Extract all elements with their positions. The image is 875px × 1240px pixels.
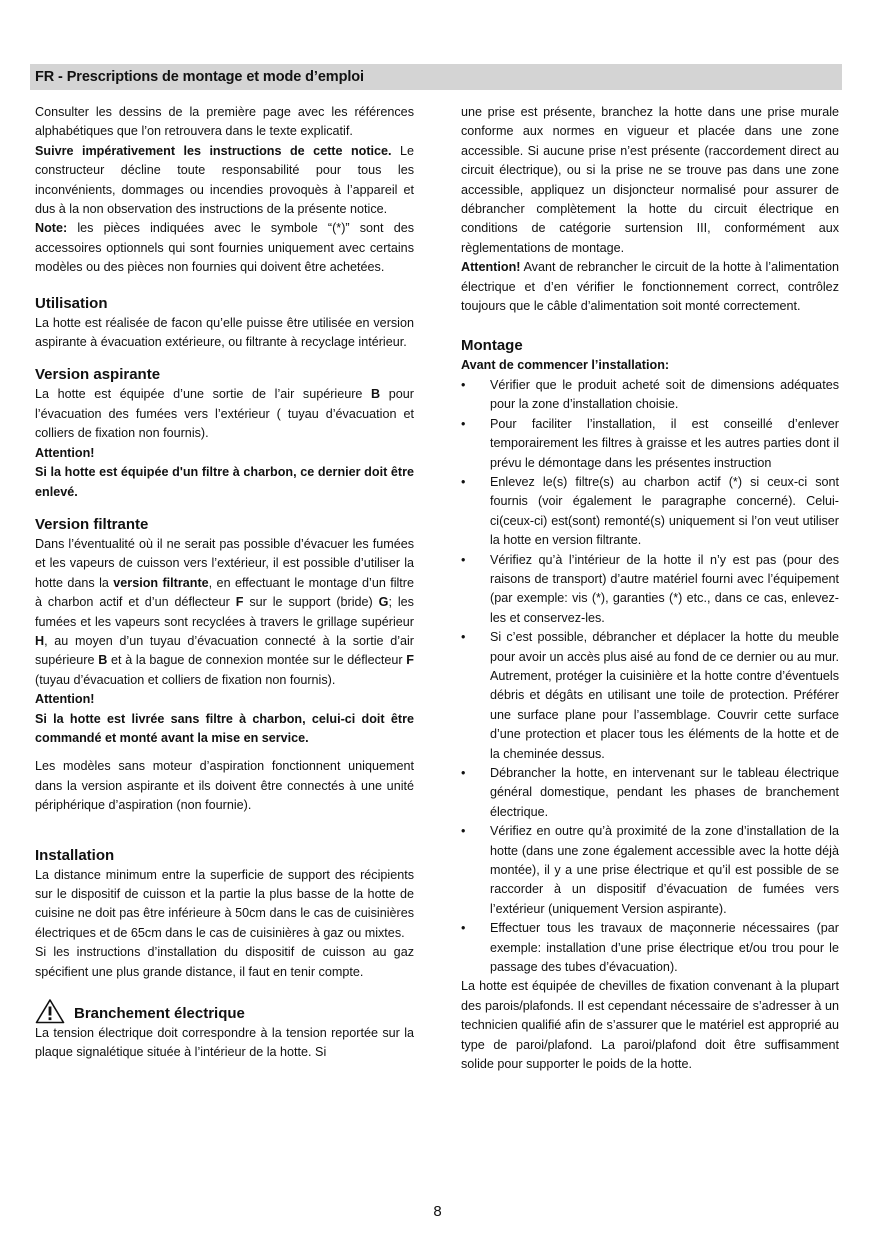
text-emphasis: version filtrante [113, 575, 209, 590]
note-label: Note: [35, 221, 68, 236]
ref-letter: F [235, 595, 244, 610]
filter-order-warning: Si la hotte est livrée sans filtre à charbon, celui-ci doit être commandé et monté avant la mise en service. [35, 711, 414, 745]
models-without-motor-text: Les modèles sans moteur d’aspiration fonctionnent uniquement dans la version aspirante et ils doivent être connectés à une unité périphérique d’aspiration (non fournie). [35, 759, 414, 813]
utilisation-text: La hotte est réalisée de facon qu’elle puisse être utilisée en version aspirante à évacuation extérieure, ou filtrante à recyclage intérieur. [35, 315, 414, 350]
branchement-text-start: La tension électrique doit correspondre à la tension reportée sur la plaque signalétique située à l’intérieur de la hotte. Si [35, 1026, 414, 1060]
version-aspirante-heading: Version aspirante [35, 366, 161, 384]
reconnect-attention-paragraph [461, 258, 839, 316]
reconnect-attention-text: Avant de rebrancher le circuit de la hotte à l’alimentation électrique et d’en vérifier le fonctionnement correct, contrôlez toujours que le câble d’alimentation soit monté correctement. [461, 260, 839, 314]
installation-heading: Installation [35, 846, 115, 864]
branchement-heading-row [35, 998, 414, 1024]
attention-label: Attention! [35, 445, 95, 460]
text-run: ; les fumées et les vapeurs sont recyclées à travers le grillage supérieur [35, 595, 414, 629]
charcoal-filter-warning: Si la hotte est équipée d'un filtre à charbon, ce dernier doit être enlevé. [35, 465, 414, 499]
ref-letter: F [406, 653, 414, 668]
ref-letter: B [371, 387, 381, 402]
note-text: les pièces indiquées avec le symbole “(*)” sont des accessoires optionnels qui sont fournies uniquement avec certains modèles ou des pièces non fournies qui doivent être achetées. [35, 221, 414, 275]
ref-letter: G [378, 595, 389, 610]
page-number: 8 [433, 1203, 442, 1220]
utilisation-heading: Utilisation [35, 294, 108, 312]
version-filtrante-text [35, 535, 414, 690]
montage-heading: Montage [461, 337, 523, 355]
montage-checklist [461, 376, 839, 978]
attention-label: Attention! [461, 260, 521, 275]
list-item: • Si c’est possible, débrancher et déplacer la hotte du meuble pour avoir un accès plus aisé au fond de ce dernier ou au mur. Autrement, protéger la cuisinière et la hotte contre d’éventuels débris et dégâts en utilisant une toile de protection. Préférer une surface plane pour l’assemblage. Couvrir cette surface d’une protection et placer tous les éléments de la hotte et de la cheminée dessus. [461, 628, 839, 764]
right-column [461, 103, 839, 1075]
instructions-emphasis: Suivre impérativement les instructions de cette notice. [35, 143, 392, 158]
text-run: Dans l’éventualité où il ne serait pas possible d’évacuer les fumées et les vapeurs de cuisson vers l’extérieur, il est possible d’utiliser la hotte dans la [35, 536, 414, 590]
attention-label: Attention! [35, 692, 95, 707]
list-item: • Vérifiez en outre qu’à proximité de la zone d’installation de la hotte (dans une zone également accessible avec la hotte déjà montée), il y a une prise électrique et qu’il est possible de se raccorder à un dispositif d’évacuation de fumées vers l’extérieur (uniquement Version aspirante). [461, 822, 839, 919]
list-item: • Vérifier que le produit acheté soit de dimensions adéquates pour la zone d’installation choisie. [461, 376, 839, 415]
section-header-bar [30, 64, 842, 90]
text-run: pour l’évacuation des fumées vers l’extérieur ( tuyau d’évacuation et colliers de fixation non fournis). [35, 387, 414, 441]
text-run: La hotte est équipée d’une sortie de l’air supérieure [35, 387, 372, 402]
list-item: • Débrancher la hotte, en intervenant sur le tableau électrique général domestique, pendant les phases de branchement électrique. [461, 764, 839, 822]
intro-paragraph: Consulter les dessins de la première page avec les références alphabétiques que l’on retrouvera dans le texte explicatif. [35, 105, 414, 139]
ref-letter: H [35, 633, 45, 648]
warning-triangle-icon [35, 998, 65, 1024]
text-run: (tuyau d’évacuation et colliers de fixation non fournis). [35, 672, 336, 687]
text-run: et à la bague de connexion montée sur le déflecteur [107, 653, 407, 668]
installation-distance-text: La distance minimum entre la superficie de support des récipients sur le dispositif de cuisson et la partie la plus basse de la hotte de cuisine ne doit pas être inférieure à 50cm dans le cas de cuisinières électriques et de 65cm dans le cas de cuisinières à gaz ou mixtes. [35, 867, 414, 940]
instructions-text: Le constructeur décline toute responsabilité pour tous les inconvénients, dommages ou incendies provoquès à l’appareil et dus à la non observation des instructions de la présente notice. [35, 143, 415, 217]
note-paragraph [35, 219, 414, 277]
section-title: FR - Prescriptions de montage et mode d’emploi [35, 69, 364, 85]
montage-closing-text: La hotte est équipée de chevilles de fixation convenant à la plupart des parois/plafonds. Il est cependant nécessaire de s’adresser à un technicien qualifié afin de s’assurer que le matériel est approprié au type de paroi/plafond. La paroi/plafond doit être suffisamment solide pour supporter le poids de la hotte. [461, 979, 839, 1072]
list-item: • Pour faciliter l’installation, il est conseillé d’enlever temporairement les filtres à graisse et les autres parties dont il prévu le démontage dans les présentes instruction [461, 415, 839, 473]
instructions-paragraph [35, 142, 414, 220]
list-item: • Vérifiez qu’à l’intérieur de la hotte il n’y est pas (pour des raisons de transport) d’autre matériel fourni avec l’équipement (par exemple: vis (*), garanties (*) etc., dans ce cas, enlevez-les et conservez-les. [461, 551, 839, 629]
list-item: • Effectuer tous les travaux de maçonnerie nécessaires (par exemple: installation d’une prise électrique et/ou trou pour le passage des tubes d’évacuation). [461, 919, 839, 977]
version-filtrante-heading: Version filtrante [35, 515, 149, 533]
list-item: • Enlevez le(s) filtre(s) au charbon actif (*) si ceux-ci sont fournis (voir également le paragraphe concerné). Celui-ci(ceux-ci) est(sont) remonté(s) uniquement si l’on veut utiliser la hotte en version filtrante. [461, 473, 839, 551]
left-column [35, 103, 414, 1063]
montage-subtitle: Avant de commencer l’installation: [461, 358, 670, 373]
branchement-heading: Branchement électrique [74, 1005, 245, 1023]
text-run: , au moyen d’un tuyau d’évacuation connecté à la sortie d’air supérieure [35, 633, 414, 668]
installation-gas-text: Si les instructions d’installation du dispositif de cuisson au gaz spécifient une plus grande distance, il faut en tenir compte. [35, 945, 414, 979]
branchement-text-continued: une prise est présente, branchez la hotte dans une prise murale conforme aux normes en vigueur et placée dans une zone accessible. Si aucune prise n’est présente (raccordement direct au circuit électrique), ou si la prise ne se trouve pas dans une zone accessible, appliquez un disjoncteur normalisé pour assurer de débrancher complètement la hotte du circuit électrique en conditions de catégorie surtension III, conformément aux règlementations de montage. [461, 105, 839, 255]
text-run: sur le support (bride) [243, 595, 379, 610]
ref-letter: B [98, 653, 108, 668]
version-aspirante-text [35, 385, 414, 443]
text-run: , en effectuant le montage d’un filtre à charbon actif et d’un déflecteur [35, 575, 415, 610]
